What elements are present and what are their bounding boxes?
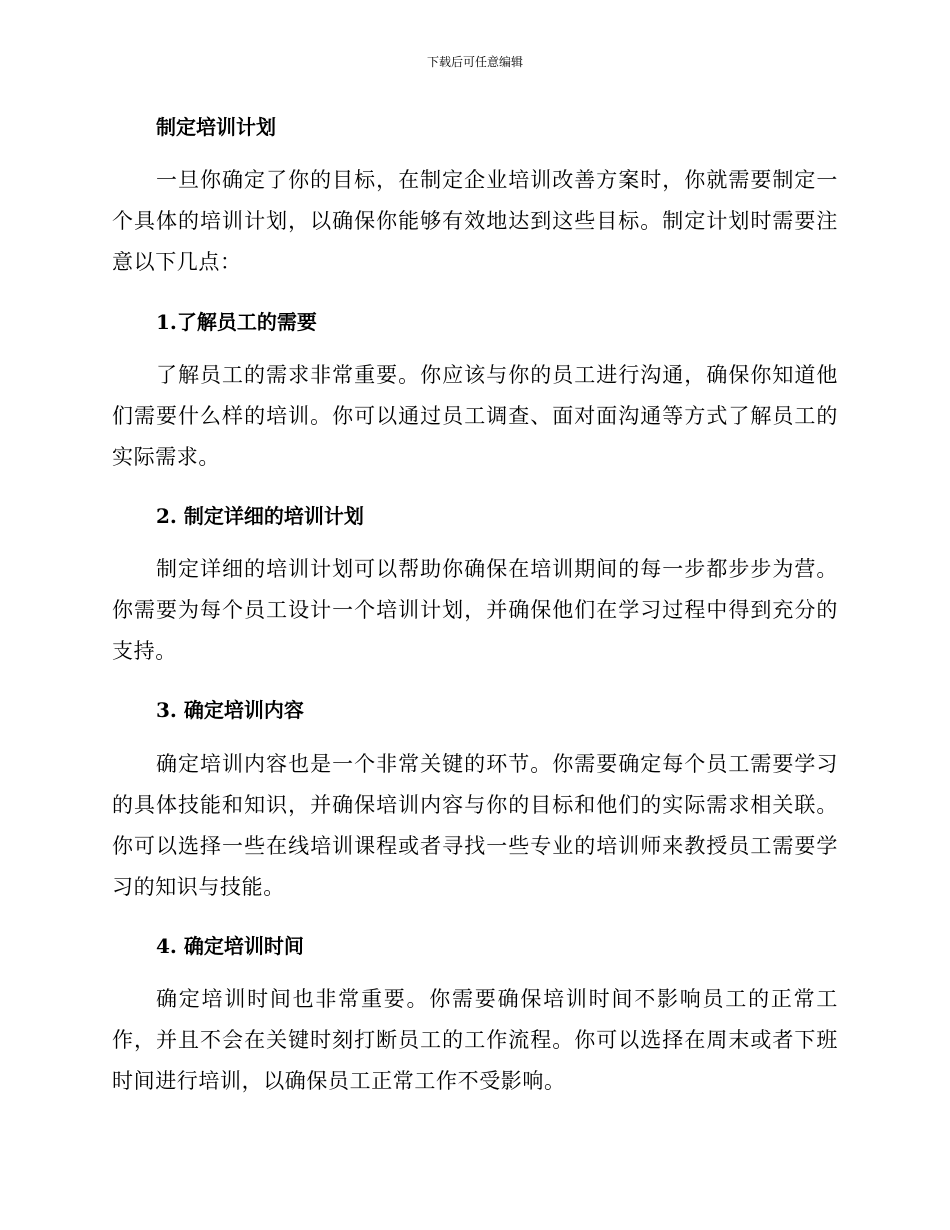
section-paragraph: 制定详细的培训计划可以帮助你确保在培训期间的每一步都步步为营。你需要为每个员工设计一个培训计划，并确保他们在学习过程中得到充分的支持。	[112, 557, 838, 663]
section-paragraph: 确定培训时间也非常重要。你需要确保培训时间不影响员工的正常工作，并且不会在关键时刻打断员工的工作流程。你可以选择在周末或者下班时间进行培训，以确保员工正常工作不受影响。	[112, 987, 838, 1093]
section-heading: 4. 确定培训时间	[156, 934, 304, 958]
section-heading: 3. 确定培训内容	[156, 698, 304, 722]
header-note: 下载后可任意编辑	[426, 55, 523, 69]
section-paragraph: 了解员工的需求非常重要。你应该与你的员工进行沟通，确保你知道他们需要什么样的培训。你可以通过员工调查、面对面沟通等方式了解员工的实际需求。	[112, 363, 838, 469]
section-paragraph: 一旦你确定了你的目标，在制定企业培训改善方案时，你就需要制定一个具体的培训计划，以确保你能够有效地达到这些目标。制定计划时需要注意以下几点：	[112, 168, 838, 274]
section-heading: 1.了解员工的需要	[156, 310, 317, 334]
section-heading: 2. 制定详细的培训计划	[156, 504, 364, 528]
section-heading: 制定培训计划	[156, 115, 276, 139]
section-paragraph: 确定培训内容也是一个非常关键的环节。你需要确定每个员工需要学习的具体技能和知识，并确保培训内容与你的目标和他们的实际需求相关联。你可以选择一些在线培训课程或者寻找一些专业的培训师来教授员工需要学习的知识与技能。	[112, 752, 838, 899]
